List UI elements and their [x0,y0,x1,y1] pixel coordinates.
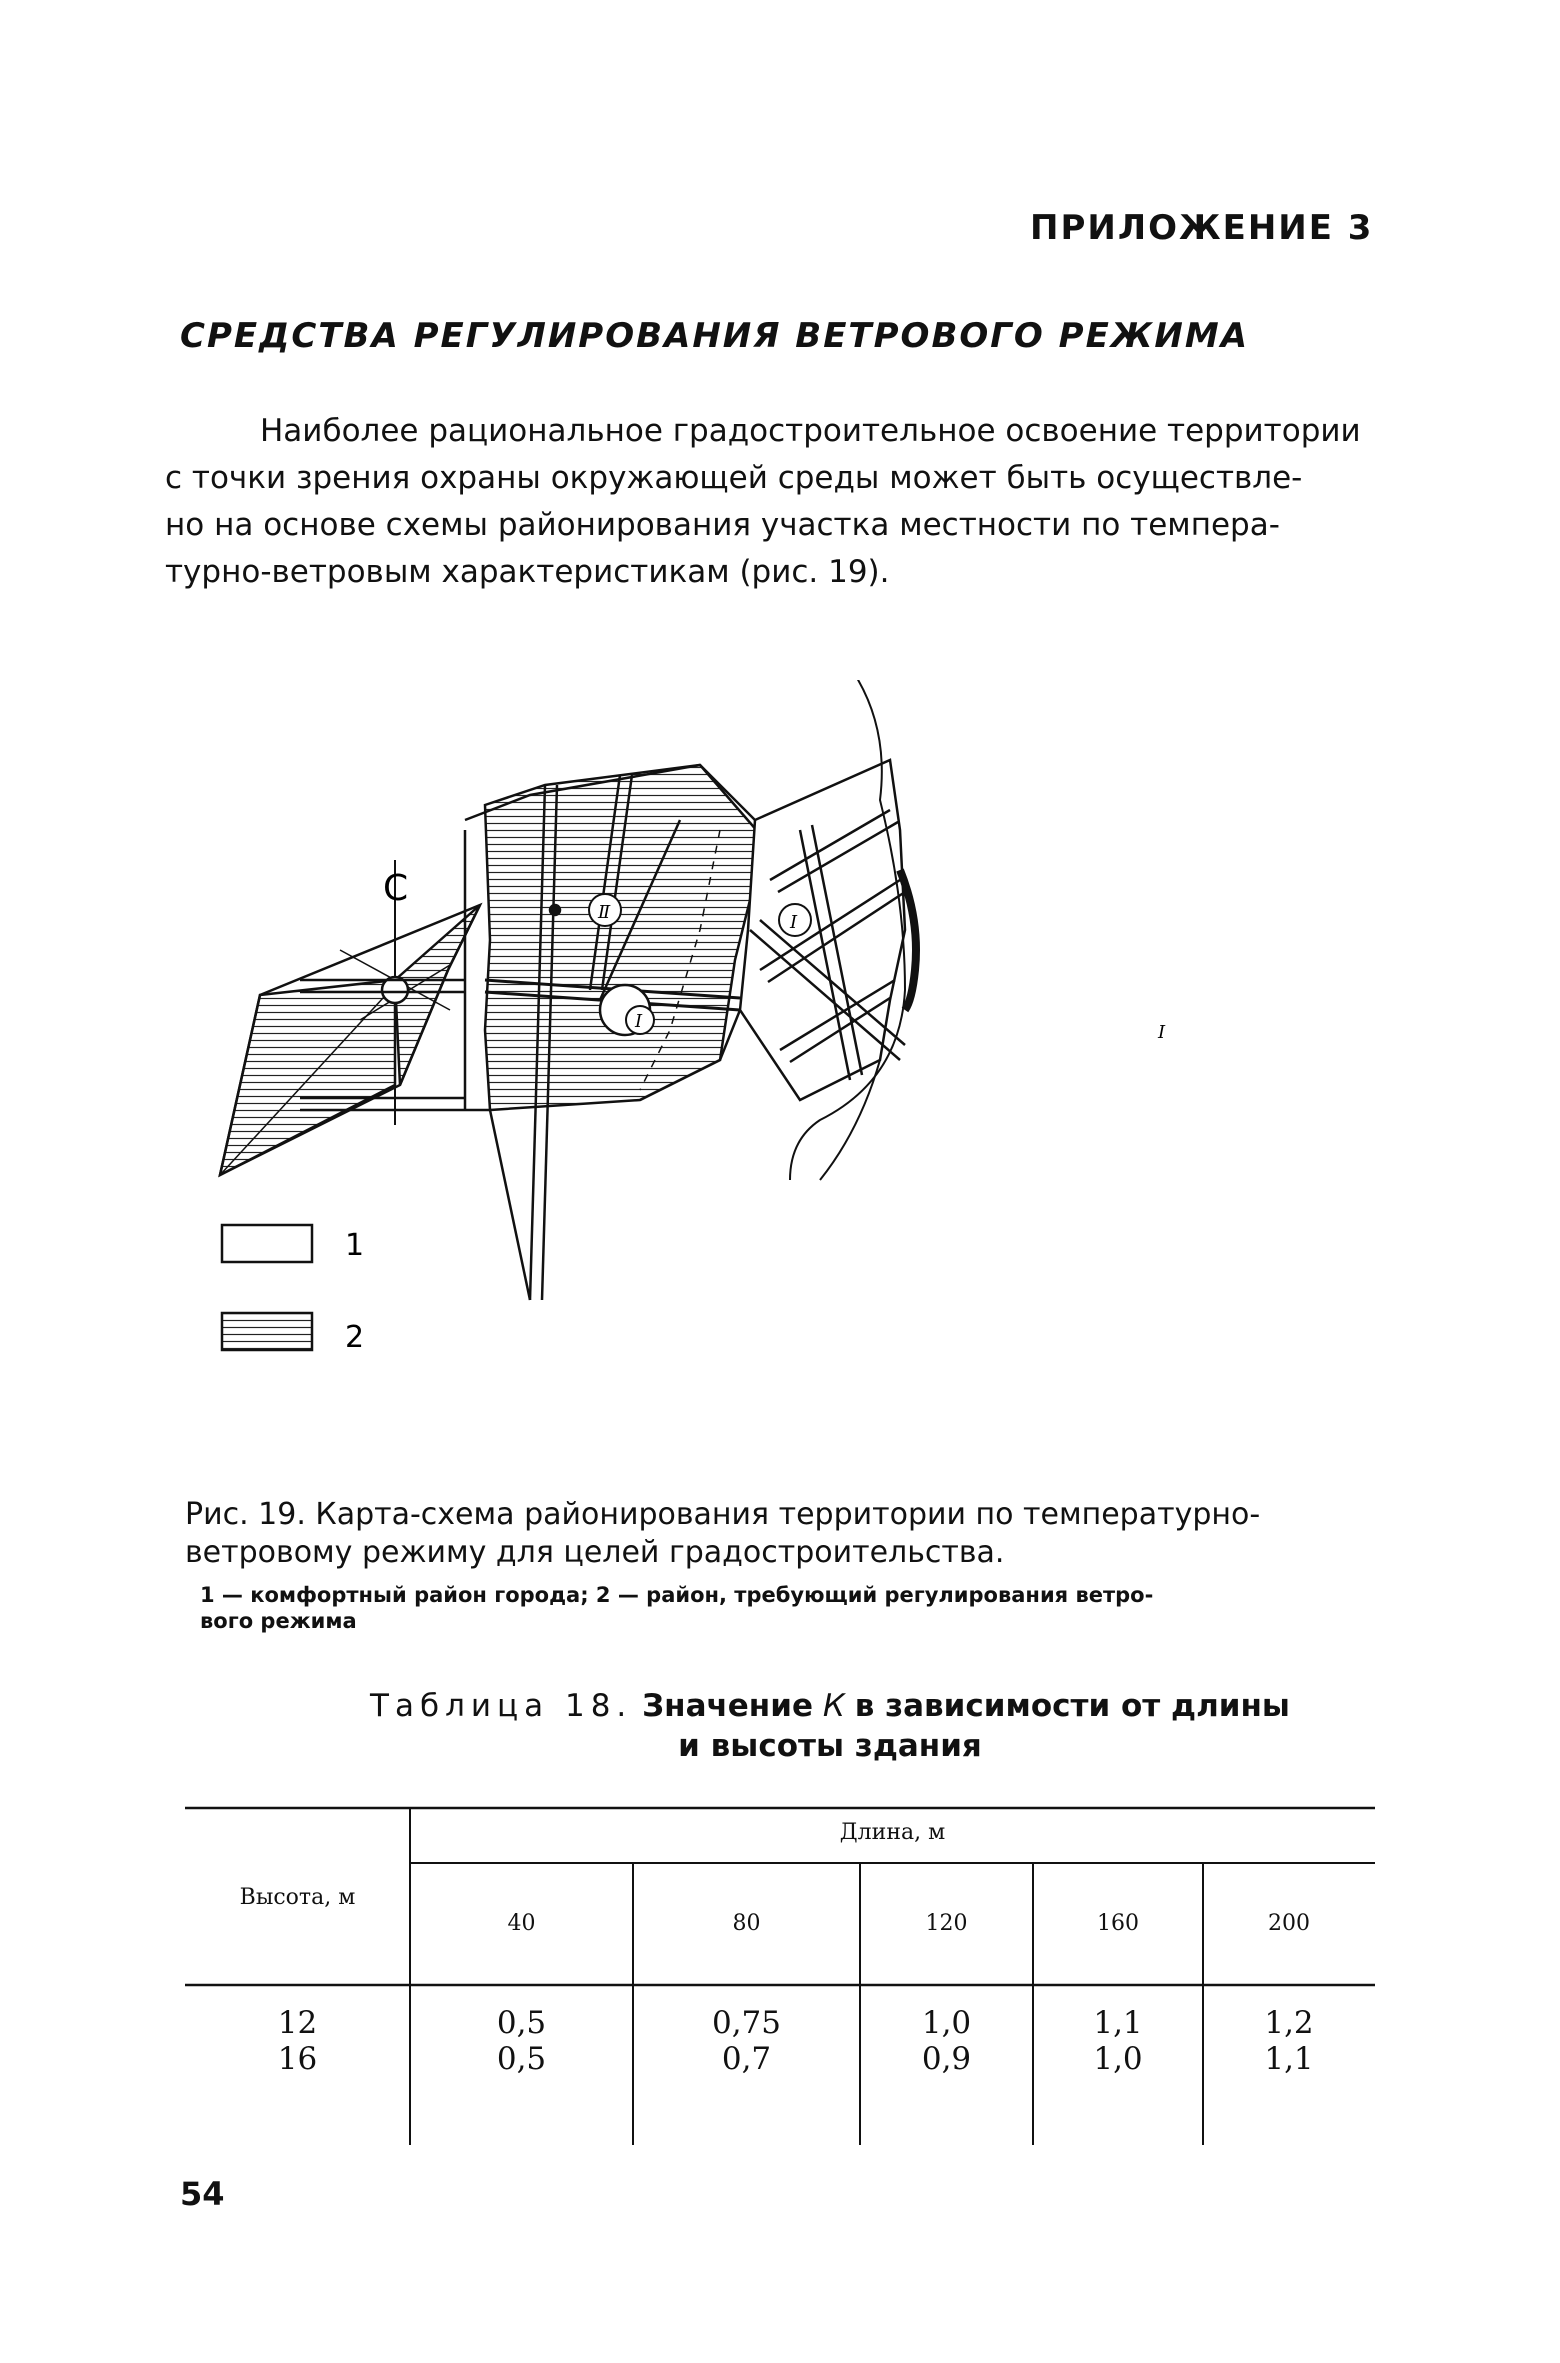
table-caption-line2: и высоты здания [678,1728,982,1764]
table-number: Таблица 18. [370,1688,633,1724]
table-cell-height: 12 [277,2005,318,2041]
table-cell: 0,5 [496,2041,547,2077]
zone-label: Ⅰ [790,912,798,933]
table-cell: 0,75 [711,2005,782,2041]
paragraph-line: но на основе схемы районирования участка местности по темпера- [165,507,1280,543]
legend-text-line: вого режима [200,1609,357,1633]
table-cell: 0,9 [921,2041,972,2077]
col-header: 80 [732,1911,761,1936]
col-header: 40 [507,1911,536,1936]
table-rules [185,1805,1375,2145]
legend-key-2: 2 [345,1320,365,1355]
row-header: Высота, м [239,1885,356,1910]
table-cell: 1,1 [1264,2041,1314,2077]
figure-legend-text [200,1582,1370,1634]
zone-label: Ⅰ [635,1011,643,1032]
paragraph-line: Наиболее рациональное градостроительное освоение территории [260,413,1361,449]
k-values-table [185,1805,1375,2145]
appendix-heading: ПРИЛОЖЕНИЕ 3 [1030,208,1374,248]
legend-swatch-regulation [222,1313,312,1350]
col-header: 120 [925,1911,968,1936]
legend-swatch-comfortable [222,1225,312,1262]
zone-label: Ⅰ [1158,1022,1166,1043]
table-cell: 1,0 [1093,2041,1143,2077]
col-header: 160 [1097,1911,1139,1936]
caption-line: ветровому режиму для целей градостроительства. [185,1535,1005,1570]
legend-key-1: 1 [345,1228,365,1263]
table-caption-prefix: Значение [642,1688,813,1724]
zoning-map-figure [200,680,1400,1400]
legend-text-line: 1 — комфортный район города; 2 — район, требующий регулирования ветро- [200,1583,1154,1607]
section-title: СРЕДСТВА РЕГУЛИРОВАНИЯ ВЕТРОВОГО РЕЖИМА [180,316,1250,356]
zone-label: Ⅱ [598,902,611,923]
table-cell: 1,1 [1093,2005,1143,2041]
col-header: 200 [1268,1911,1310,1936]
caption-line: Рис. 19. Карта-схема районирования территории по температурно- [185,1497,1261,1532]
table-cell: 0,5 [496,2005,547,2041]
table-caption [330,1686,1330,1766]
body-paragraph [165,408,1365,596]
paragraph-line: турно-ветровым характеристикам (рис. 19). [165,554,890,590]
group-header: Длина, м [839,1820,946,1845]
table-cell: 1,0 [921,2005,972,2041]
figure-caption [185,1496,1385,1572]
table-cell-height: 16 [277,2041,318,2077]
table-cell: 1,2 [1264,2005,1314,2041]
page-number: 54 [180,2175,225,2213]
figure-legend [222,1225,364,1355]
wind-rose [220,860,480,1175]
table-caption-suffix: в зависимости от длины [854,1688,1290,1724]
table-caption-k: К [822,1688,845,1724]
compass-north-label: С [383,868,409,909]
paragraph-line: с точки зрения охраны окружающей среды может быть осуществле- [165,460,1303,496]
table-cell: 0,7 [721,2041,772,2077]
